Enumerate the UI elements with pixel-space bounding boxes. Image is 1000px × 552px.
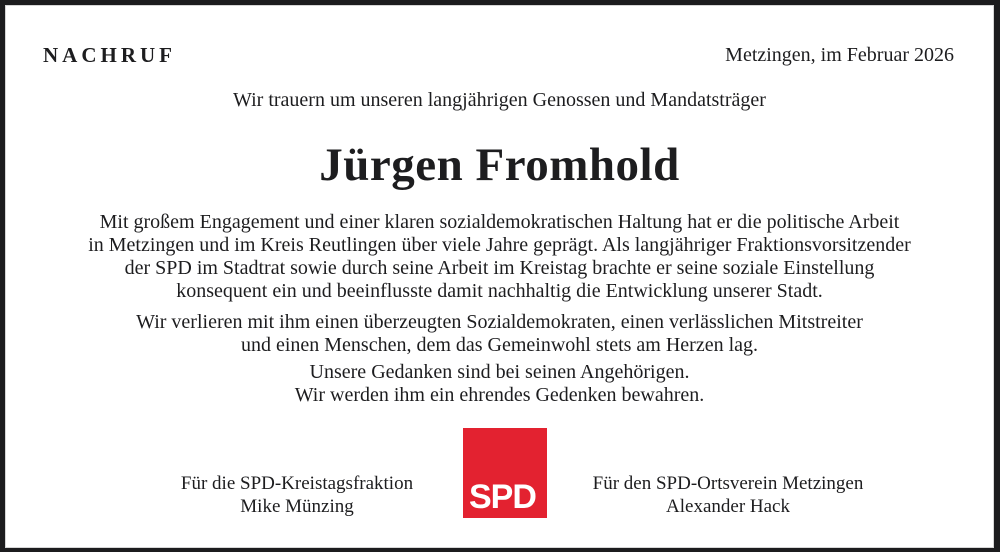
paragraph-line: konsequent ein und beeinflusste damit nachhaltig die Entwicklung unserer Stadt. — [176, 280, 823, 302]
paragraph-line: Mit großem Engagement und einer klaren sozialdemokratischen Haltung hat er die politische Arbeit — [99, 211, 900, 233]
kicker-heading: NACHRUF — [43, 43, 176, 67]
signer-name: Mike Münzing — [240, 496, 354, 517]
paragraph-line: Wir verlieren mit ihm einen überzeugten Sozialdemokraten, einen verlässlichen Mitstreiter — [136, 311, 863, 333]
obituary-paragraph-1 — [5, 211, 994, 303]
signer-name: Alexander Hack — [666, 496, 790, 517]
paragraph-line: in Metzingen und im Kreis Reutlingen über viele Jahre geprägt. Als langjähriger Fraktionsvorsitzender — [88, 234, 911, 256]
signature-block-left — [137, 472, 457, 518]
obituary-paragraph-2 — [5, 311, 994, 357]
dateline: Metzingen, im Februar 2026 — [725, 44, 954, 66]
intro-line: Wir trauern um unseren langjährigen Genossen und Mandatsträger — [233, 89, 766, 111]
paragraph-line: der SPD im Stadtrat sowie durch seine Arbeit im Kreistag brachte er seine soziale Einstellung — [124, 257, 875, 279]
spd-logo-label: SPD — [469, 478, 536, 516]
deceased-name: Jürgen Fromhold — [319, 139, 680, 191]
paragraph-line: und einen Menschen, dem das Gemeinwohl stets am Herzen lag. — [240, 334, 759, 356]
paragraph-line: Unsere Gedanken sind bei seinen Angehörigen. — [309, 361, 690, 383]
org-label: Für die SPD-Kreistagsfraktion — [180, 473, 414, 494]
signature-block-right — [568, 472, 888, 518]
obituary-paragraph-3 — [5, 361, 994, 407]
paragraph-line: Wir werden ihm ein ehrendes Gedenken bewahren. — [294, 384, 705, 406]
spd-logo — [463, 428, 547, 518]
org-label: Für den SPD-Ortsverein Metzingen — [592, 473, 864, 494]
